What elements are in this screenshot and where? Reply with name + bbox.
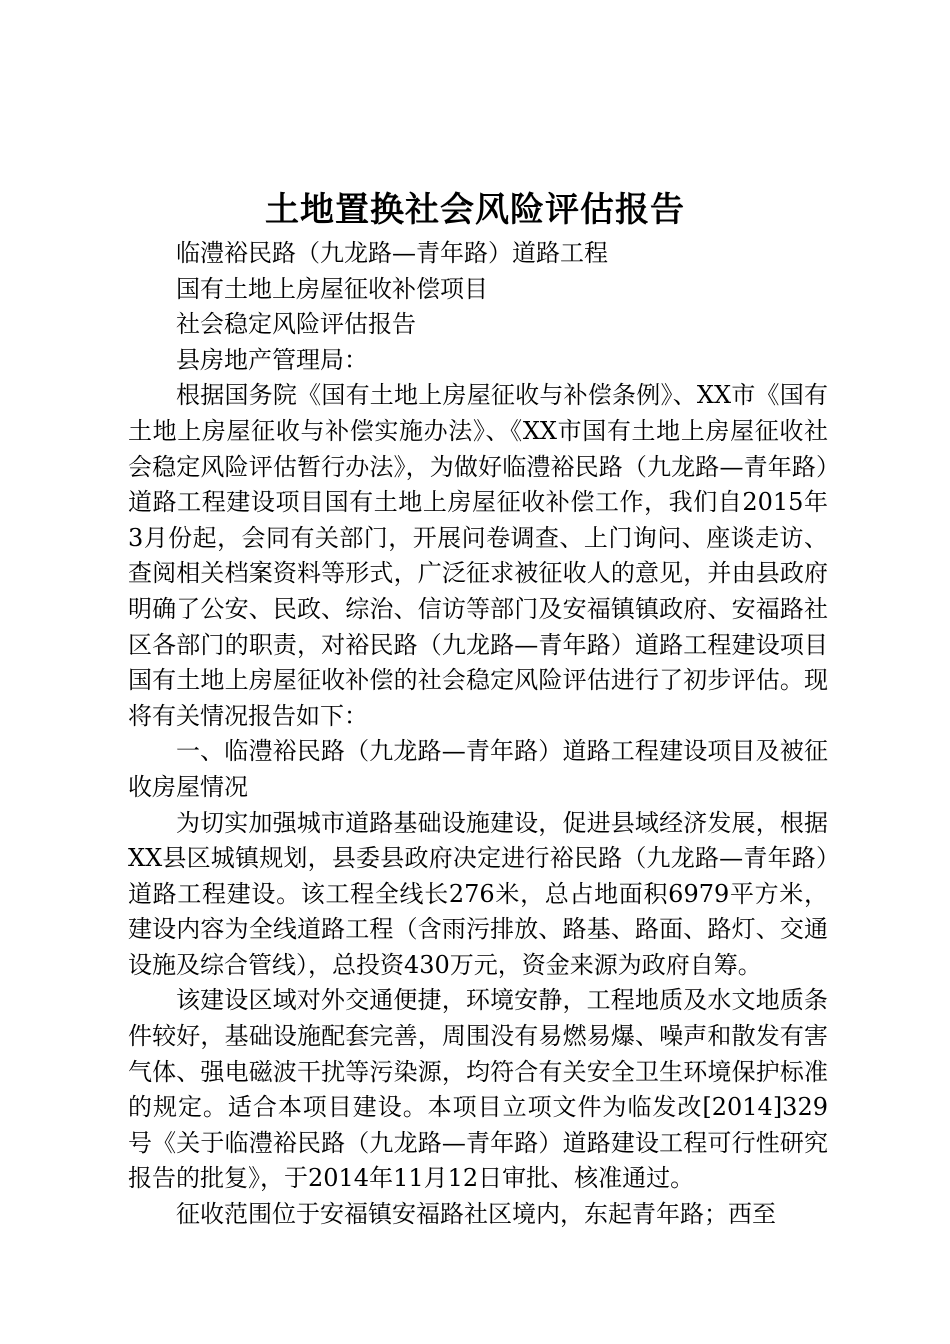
paragraph-project-overview: 为切实加强城市道路基础设施建设，促进县域经济发展，根据XX县区城镇规划，县委县政府决定进行裕民路（九龙路—青年路）道路工程建设。该工程全线长276米，总占地面积6979平方米，建设内容为全线道路工程（含雨污排放、路基、路面、路灯、交通设施及综合管线），总投资430万元，资金来源为政府自筹。 bbox=[128, 808, 828, 979]
document-body bbox=[128, 236, 828, 1233]
section-heading-1: 一、临澧裕民路（九龙路—青年路）道路工程建设项目及被征收房屋情况 bbox=[128, 737, 828, 801]
paragraph-intro: 根据国务院《国有土地上房屋征收与补偿条例》、XX市《国有土地上房屋征收与补偿实施办法》、《XX市国有土地上房屋征收社会稳定风险评估暂行办法》，为做好临澧裕民路（九龙路—青年路）道路工程建设项目国有土地上房屋征收补偿工作，我们自2015年3月份起，会同有关部门，开展问卷调查、上门询问、座谈走访、查阅相关档案资料等形式，广泛征求被征收人的意见，并由县政府明确了公安、民政、综治、信访等部门及安福镇镇政府、安福路社区各部门的职责，对裕民路（九龙路—青年路）道路工程建设项目国有土地上房屋征收补偿的社会稳定风险评估进行了初步评估。现将有关情况报告如下： bbox=[128, 381, 828, 730]
project-name-line: 临澧裕民路（九龙路—青年路）道路工程 bbox=[176, 239, 608, 267]
addressee-line: 县房地产管理局： bbox=[176, 345, 368, 374]
document-title: 土地置换社会风险评估报告 bbox=[265, 190, 685, 230]
report-type-line: 社会稳定风险评估报告 bbox=[176, 310, 416, 339]
paragraph-site-conditions: 该建设区域对外交通便捷，环境安静，工程地质及水文地质条件较好，基础设施配套完善，周围没有易燃易爆、噪声和散发有害气体、强电磁波干扰等污染源，均符合有关安全卫生环境保护标准的规定。适合本项目建设。本项目立项文件为临发改[2014]329号《关于临澧裕民路（九龙路—青年路）道路建设工程可行性研究报告的批复》，于2014年11月12日审批、核准通过。 bbox=[128, 986, 828, 1193]
paragraph-expropriation-scope: 征收范围位于安福镇安福路社区境内，东起青年路；西至 bbox=[176, 1200, 776, 1229]
project-subtitle-line: 国有土地上房屋征收补偿项目 bbox=[176, 274, 488, 303]
